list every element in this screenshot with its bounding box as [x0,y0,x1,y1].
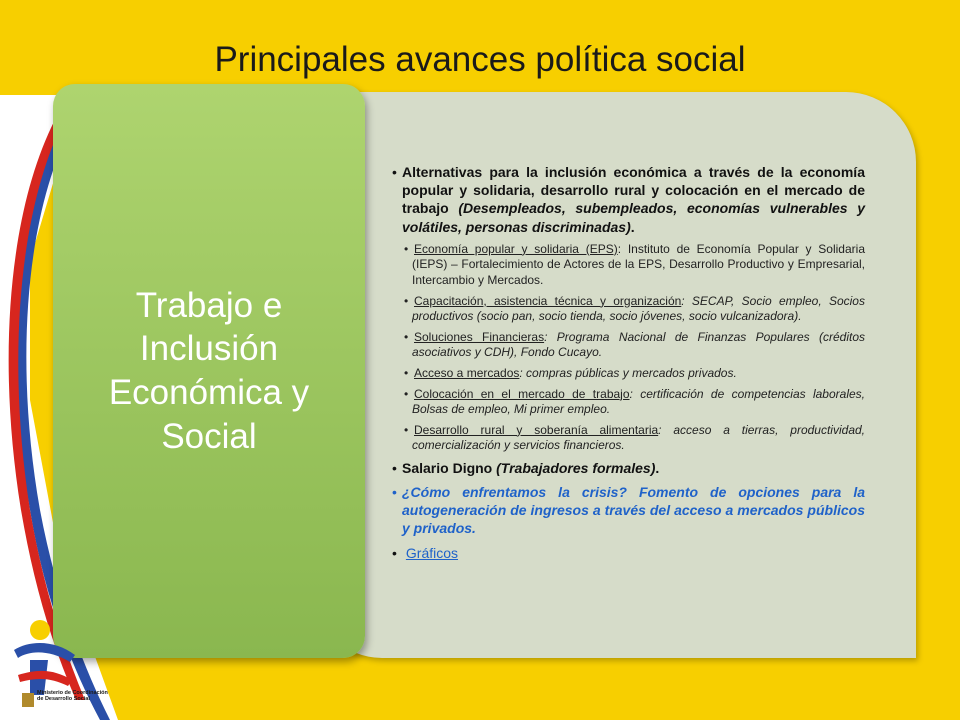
list-item: • Gráficos [392,544,459,561]
list-item: • ¿Cómo enfrentamos la crisis? Fomento de opciones para la autogeneración de ingresos a través del acceso a mercados públicos y privados. [392,484,865,537]
sub-list-item: • Acceso a mercados: compras públicas y mercados privados. [404,365,737,380]
list-item: • Alternativas para la inclusión económica a través de la economía popular y solidaria, desarrollo rural y colocación en el mercado de trabajo (Desempleados, subempleados, economías vulnerables y volátiles, personas discriminadas). [392,164,865,235]
section-label: Trabajo e Inclusión Económica y Social [108,285,310,456]
sub-list-item: • Colocación en el mercado de trabajo: certificación de competencias laborales, Bolsas de empleo, Mi primer empleo. [404,386,866,417]
sub-list-item: • Economía popular y solidaria (EPS): Instituto de Economía Popular y Solidaria (IEPS) – Fortalecimiento de Actores de la EPS, Desarrollo Productivo y Empresarial, Intercambio y Mercados. [404,241,865,287]
page-title: Principales avances política social [214,40,746,79]
sub-list-item: • Soluciones Financieras: Programa Nacional de Finanzas Populares (créditos asociativos y CDH), Fondo Cucayo. [404,329,865,360]
sub-list-item: • Desarrollo rural y soberanía alimentaria: acceso a tierras, productividad, comercialización y servicios financieros. [404,422,865,453]
list-item: • Salario Digno (Trabajadores formales). [392,459,660,476]
sub-list-item: • Capacitación, asistencia técnica y organización: SECAP, Socio empleo, Socios productivos (socio pan, socio tienda, socio jóvenes, socio vulcanizadora). [404,293,865,324]
section-box [53,84,365,658]
content-text [392,163,865,568]
graficos-link[interactable]: Gráficos [405,544,459,561]
logo-text: Ministerio de Coordinación de Desarrollo Social [37,690,108,703]
